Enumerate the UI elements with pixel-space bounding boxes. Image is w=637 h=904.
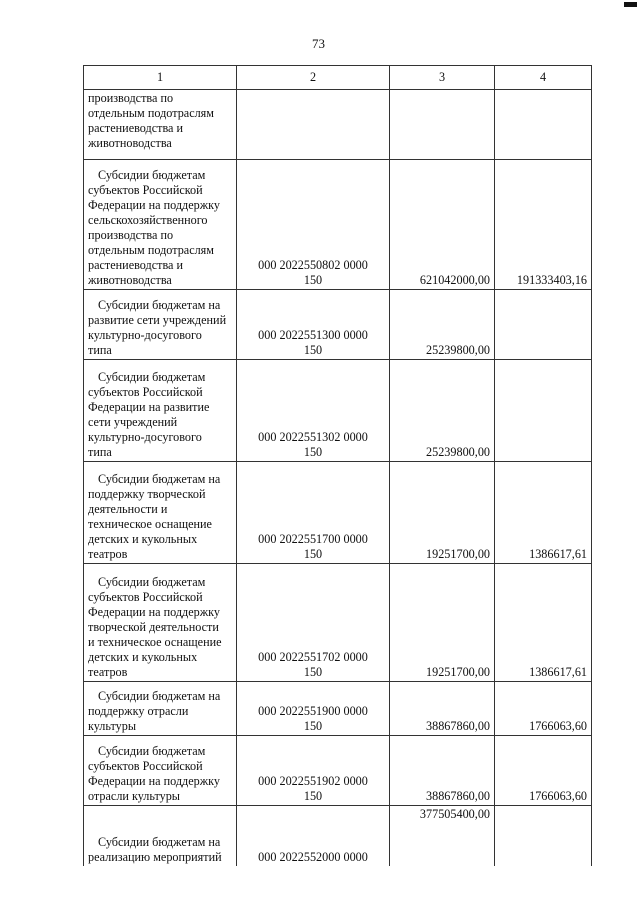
table-row	[84, 564, 592, 682]
description-line: культурно-досугового	[88, 430, 202, 444]
row-budget-code	[237, 682, 390, 736]
row-amount-planned: 38867860,00	[390, 682, 495, 736]
description-line: Субсидии бюджетам на	[98, 689, 221, 703]
budget-code-line: 150	[303, 273, 323, 287]
description-line: Субсидии бюджетам	[98, 744, 206, 758]
budget-code-line: 000 2022551702 0000	[258, 650, 368, 664]
row-budget-code	[237, 564, 390, 682]
row-amount-planned: 25239800,00	[390, 290, 495, 360]
description-line: животноводства	[88, 273, 172, 287]
budget-code-line: 000 2022551300 0000	[258, 328, 368, 342]
row-description	[84, 90, 237, 160]
description-line: детских и кукольных	[88, 650, 198, 664]
budget-code-line: 150	[303, 789, 323, 803]
row-amount-planned: 377505400,00	[390, 806, 495, 866]
description-line: Субсидии бюджетам на	[98, 472, 221, 486]
table-row	[84, 462, 592, 564]
description-line: отрасли культуры	[88, 789, 180, 803]
row-description	[84, 160, 237, 290]
description-line: субъектов Российской	[88, 183, 203, 197]
row-amount-executed: 1386617,61	[495, 564, 592, 682]
description-line: растениеводства и	[88, 258, 184, 272]
description-line: театров	[88, 665, 128, 679]
row-budget-code	[237, 290, 390, 360]
budget-table	[83, 65, 592, 866]
row-description	[84, 736, 237, 806]
description-line: субъектов Российской	[88, 759, 203, 773]
column-header: 4	[495, 66, 592, 90]
budget-code-line: 150	[303, 343, 323, 357]
description-line: отдельным подотраслям	[88, 106, 215, 120]
description-line: и техническое оснащение	[88, 635, 222, 649]
row-description	[84, 360, 237, 462]
description-line: Субсидии бюджетам	[98, 575, 206, 589]
table-header-row	[84, 66, 592, 90]
description-line: техническое оснащение	[88, 517, 212, 531]
description-line: Субсидии бюджетам на	[98, 298, 221, 312]
description-line: детских и кукольных	[88, 532, 198, 546]
row-description	[84, 806, 237, 866]
budget-code-line: 000 2022551900 0000	[258, 704, 368, 718]
row-budget-code	[237, 360, 390, 462]
table-row	[84, 160, 592, 290]
description-line: типа	[88, 445, 112, 459]
budget-code-line: 000 2022551902 0000	[258, 774, 368, 788]
description-line: животноводства	[88, 136, 172, 150]
row-amount-executed: 1766063,60	[495, 682, 592, 736]
row-amount-planned: 19251700,00	[390, 462, 495, 564]
budget-code-line: 000 2022551302 0000	[258, 430, 368, 444]
description-line: Субсидии бюджетам	[98, 168, 206, 182]
row-amount-executed: 191333403,16	[495, 160, 592, 290]
table-row	[84, 360, 592, 462]
budget-code-line: 150	[303, 719, 323, 733]
description-line: деятельности и	[88, 502, 168, 516]
budget-code-line: 000 2022551700 0000	[258, 532, 368, 546]
row-budget-code	[237, 90, 390, 160]
column-header: 1	[84, 66, 237, 90]
description-line: субъектов Российской	[88, 590, 203, 604]
description-line: Федерации на развитие	[88, 400, 210, 414]
page-corner-mark	[624, 2, 637, 7]
description-line: культурно-досугового	[88, 328, 202, 342]
table-row	[84, 736, 592, 806]
column-header: 3	[390, 66, 495, 90]
description-line: реализацию мероприятий	[88, 849, 222, 864]
description-line: субъектов Российской	[88, 385, 203, 399]
description-line: Субсидии бюджетам	[98, 370, 206, 384]
description-line: типа	[88, 343, 112, 357]
row-budget-code	[237, 160, 390, 290]
description-line: Субсидии бюджетам на	[98, 834, 221, 849]
description-line: культуры	[88, 719, 137, 733]
row-description	[84, 564, 237, 682]
column-header: 2	[237, 66, 390, 90]
description-line: растениеводства и	[88, 121, 184, 135]
table-row	[84, 90, 592, 160]
description-line: сети учреждений	[88, 415, 178, 429]
budget-code-line: 150	[303, 445, 323, 459]
budget-code-line: 000 2022552000 0000	[258, 849, 368, 864]
description-line: производства по	[88, 91, 174, 105]
page-number: 73	[312, 36, 325, 51]
description-line: Федерации на поддержку	[88, 198, 221, 212]
budget-code-line: 150	[303, 665, 323, 679]
row-budget-code	[237, 462, 390, 564]
row-amount-executed: 1766063,60	[495, 736, 592, 806]
table-row	[84, 682, 592, 736]
description-line: поддержку отрасли	[88, 704, 189, 718]
row-description	[84, 682, 237, 736]
row-budget-code	[237, 736, 390, 806]
row-amount-planned: 621042000,00	[390, 160, 495, 290]
description-line: производства по	[88, 228, 174, 242]
row-description	[84, 462, 237, 564]
row-budget-code	[237, 806, 390, 866]
row-amount-planned	[390, 90, 495, 160]
row-amount-executed	[495, 90, 592, 160]
row-amount-executed	[495, 360, 592, 462]
row-amount-planned: 38867860,00	[390, 736, 495, 806]
table-row	[84, 290, 592, 360]
description-line: сельскохозяйственного	[88, 213, 208, 227]
description-line: Федерации на поддержку	[88, 774, 221, 788]
description-line: творческой деятельности	[88, 620, 219, 634]
description-line: развитие сети учреждений	[88, 313, 227, 327]
description-line: поддержку творческой	[88, 487, 206, 501]
description-line: театров	[88, 547, 128, 561]
table-row	[84, 806, 592, 866]
row-amount-executed	[495, 290, 592, 360]
row-description	[84, 290, 237, 360]
description-line: отдельным подотраслям	[88, 243, 215, 257]
row-amount-planned: 19251700,00	[390, 564, 495, 682]
row-amount-executed: 1386617,61	[495, 462, 592, 564]
budget-code-line: 150	[303, 547, 323, 561]
description-line: Федерации на поддержку	[88, 605, 221, 619]
budget-code-line: 000 2022550802 0000	[258, 258, 368, 272]
row-amount-executed	[495, 806, 592, 866]
row-amount-planned: 25239800,00	[390, 360, 495, 462]
